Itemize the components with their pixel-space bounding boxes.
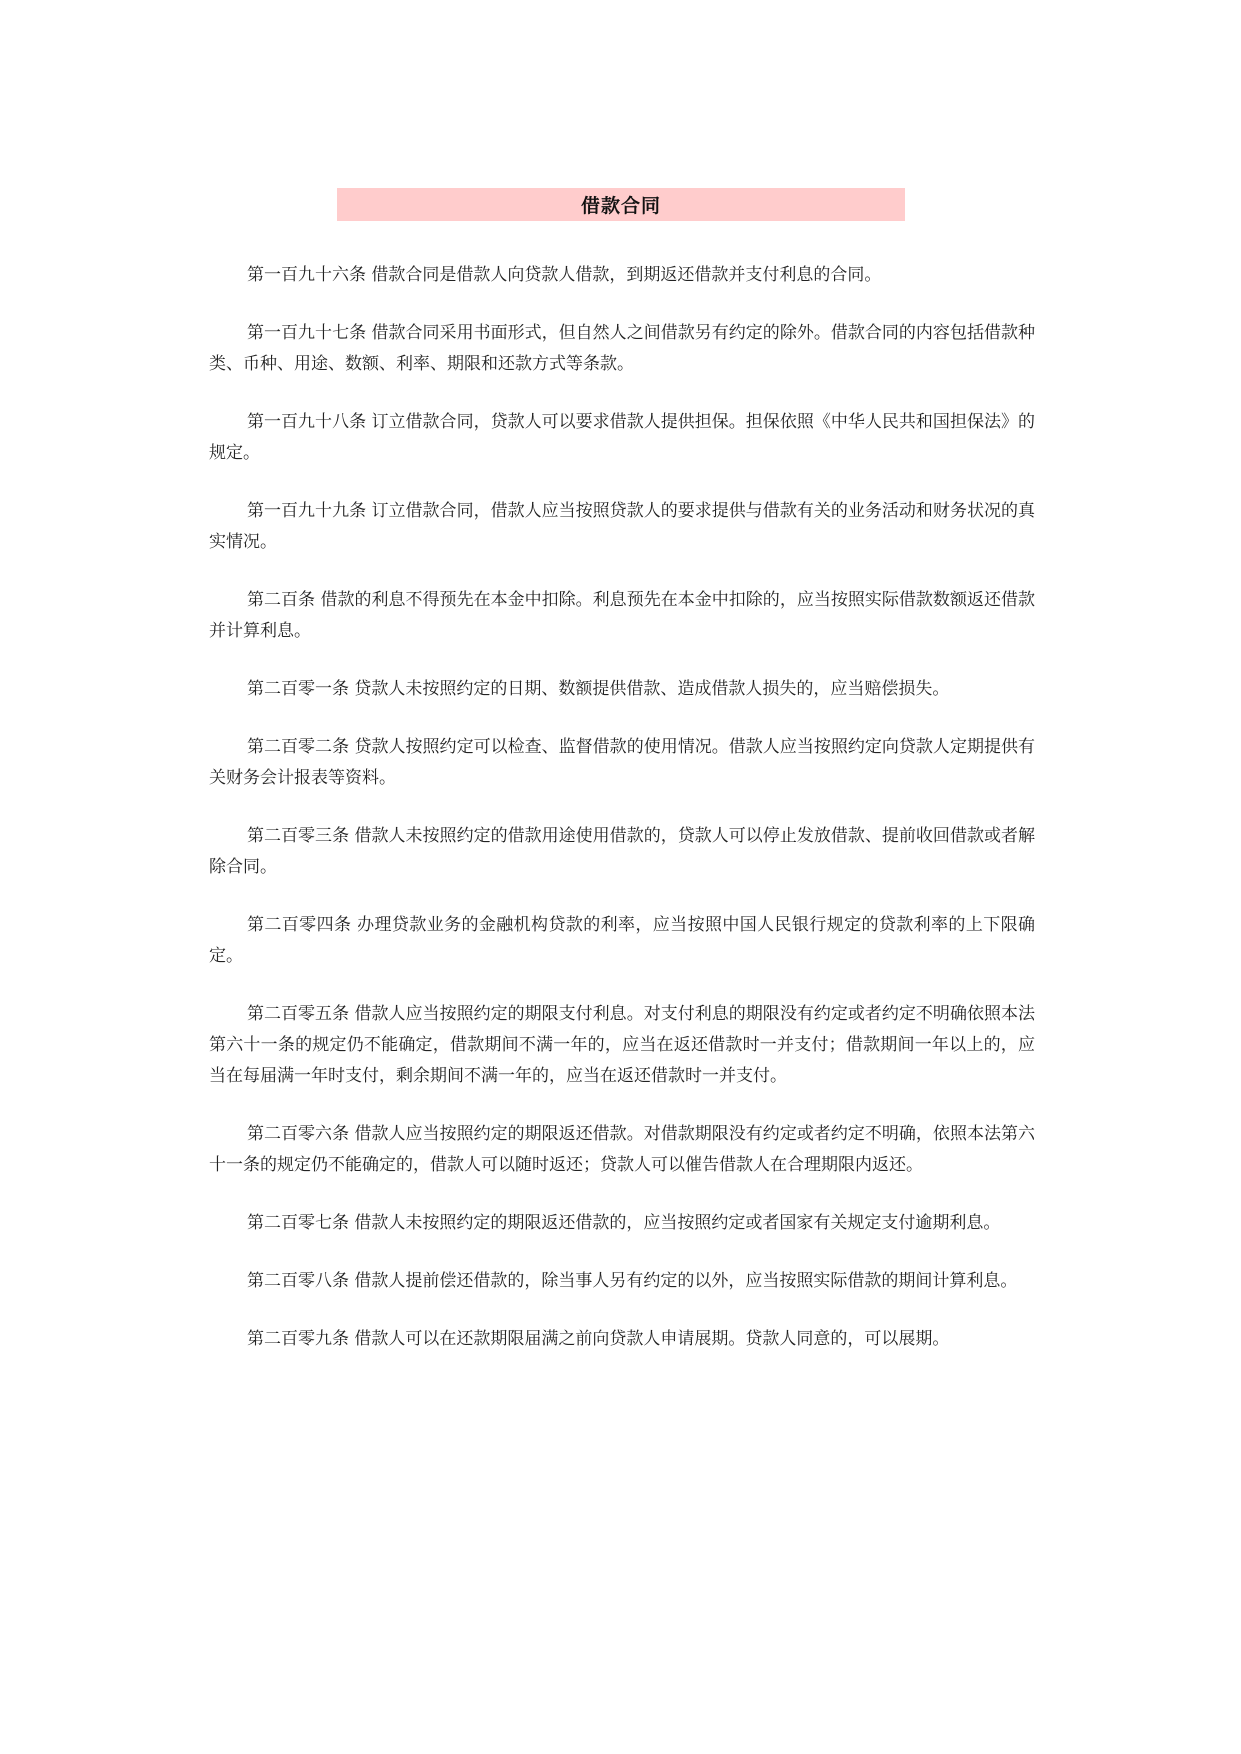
article-207: 第二百零七条 借款人未按照约定的期限返还借款的，应当按照约定或者国家有关规定支付逾期利息。 <box>247 1213 1001 1233</box>
article-206: 第二百零六条 借款人应当按照约定的期限返还借款。对借款期限没有约定或者约定不明确，依照本法第六十一条的规定仍不能确定的，借款人可以随时返还；贷款人可以催告借款人在合理期限内返还。 <box>209 1124 1035 1175</box>
document-title: 借款合同 <box>580 195 661 217</box>
article-205: 第二百零五条 借款人应当按照约定的期限支付利息。对支付利息的期限没有约定或者约定不明确依照本法第六十一条的规定仍不能确定，借款期间不满一年的，应当在返还借款时一并支付；借款期间一年以上的，应当在每届满一年时支付，剩余期间不满一年的，应当在返还借款时一并支付。 <box>209 1004 1035 1086</box>
article-208: 第二百零八条 借款人提前偿还借款的，除当事人另有约定的以外，应当按照实际借款的期间计算利息。 <box>247 1271 1018 1291</box>
article-203: 第二百零三条 借款人未按照约定的借款用途使用借款的，贷款人可以停止发放借款、提前收回借款或者解除合同。 <box>209 826 1035 877</box>
article-198: 第一百九十八条 订立借款合同，贷款人可以要求借款人提供担保。担保依照《中华人民共和国担保法》的规定。 <box>209 412 1035 463</box>
article-196: 第一百九十六条 借款合同是借款人向贷款人借款，到期返还借款并支付利息的合同。 <box>247 265 882 285</box>
article-204: 第二百零四条 办理贷款业务的金融机构贷款的利率，应当按照中国人民银行规定的贷款利率的上下限确定。 <box>209 915 1035 966</box>
article-197: 第一百九十七条 借款合同采用书面形式，但自然人之间借款另有约定的除外。借款合同的内容包括借款种类、币种、用途、数额、利率、期限和还款方式等条款。 <box>209 323 1035 374</box>
article-201: 第二百零一条 贷款人未按照约定的日期、数额提供借款、造成借款人损失的，应当赔偿损失。 <box>247 679 950 699</box>
article-209: 第二百零九条 借款人可以在还款期限届满之前向贷款人申请展期。贷款人同意的，可以展期。 <box>247 1329 950 1349</box>
article-200: 第二百条 借款的利息不得预先在本金中扣除。利息预先在本金中扣除的，应当按照实际借款数额返还借款并计算利息。 <box>209 590 1035 641</box>
title-banner <box>337 188 905 221</box>
article-202: 第二百零二条 贷款人按照约定可以检查、监督借款的使用情况。借款人应当按照约定向贷款人定期提供有关财务会计报表等资料。 <box>209 737 1035 788</box>
document-body <box>209 260 1035 1382</box>
article-199: 第一百九十九条 订立借款合同，借款人应当按照贷款人的要求提供与借款有关的业务活动和财务状况的真实情况。 <box>209 501 1035 552</box>
